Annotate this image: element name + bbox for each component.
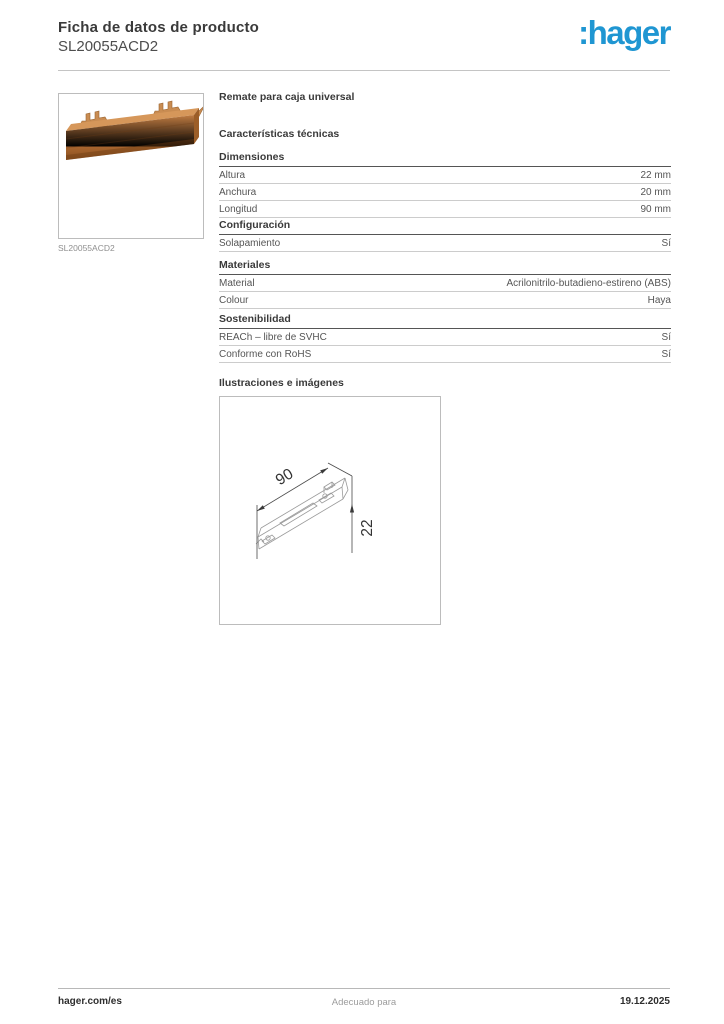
row-label: Solapamiento: [219, 237, 281, 249]
table-row: [219, 201, 671, 218]
row-label: REACh – libre de SVHC: [219, 331, 327, 343]
table-row: [219, 329, 671, 346]
product-photo-frame: [58, 93, 204, 239]
product-name: Remate para caja universal: [219, 91, 355, 103]
row-value: 20 mm: [640, 186, 671, 198]
row-label: Anchura: [219, 186, 257, 198]
technical-drawing: [220, 397, 440, 624]
section-materiales: [219, 259, 671, 309]
table-row: [219, 275, 671, 292]
table-row: [219, 292, 671, 309]
footer-divider: [58, 988, 670, 989]
tech-characteristics-heading: Características técnicas: [219, 128, 340, 140]
row-label: Altura: [219, 169, 246, 181]
hager-logo: :hager: [578, 14, 670, 51]
section-sostenibilidad: [219, 313, 671, 363]
section-title: Configuración: [219, 219, 671, 235]
illustrations-heading: Ilustraciones e imágenes: [219, 377, 344, 389]
technical-drawing-frame: [219, 396, 441, 625]
table-row: [219, 346, 671, 363]
row-value: Sí: [661, 237, 671, 249]
row-label: Material: [219, 277, 255, 289]
row-label: Conforme con RoHS: [219, 348, 312, 360]
table-row: [219, 167, 671, 184]
section-title: Dimensiones: [219, 151, 671, 167]
product-photo: [59, 94, 203, 238]
row-value: Sí: [661, 348, 671, 360]
footer-date: 19.12.2025: [619, 996, 670, 1007]
row-label: Longitud: [219, 203, 258, 215]
dimension-length-label: 90: [272, 465, 297, 489]
header-divider: [58, 70, 670, 71]
row-value: Haya: [647, 294, 671, 306]
row-value: 22 mm: [640, 169, 671, 181]
section-title: Sostenibilidad: [219, 313, 671, 329]
product-photo-caption: SL20055ACD2: [58, 243, 115, 253]
row-value: Acrilonitrilo-butadieno-estireno (ABS): [506, 277, 671, 289]
table-row: [219, 235, 671, 252]
row-label: Colour: [219, 294, 249, 306]
footer-website-link[interactable]: hager.com/es: [58, 996, 122, 1007]
row-value: Sí: [661, 331, 671, 343]
product-code: SL20055ACD2: [58, 38, 159, 55]
section-title: Materiales: [219, 259, 671, 275]
dimension-height-label: 22: [359, 519, 376, 537]
table-row: [219, 184, 671, 201]
page-title: Ficha de datos de producto: [58, 19, 260, 36]
footer-suitable-for-label: Adecuado para: [331, 997, 397, 1008]
row-value: 90 mm: [640, 203, 671, 215]
section-configuracion: [219, 219, 671, 252]
section-dimensiones: [219, 151, 671, 218]
